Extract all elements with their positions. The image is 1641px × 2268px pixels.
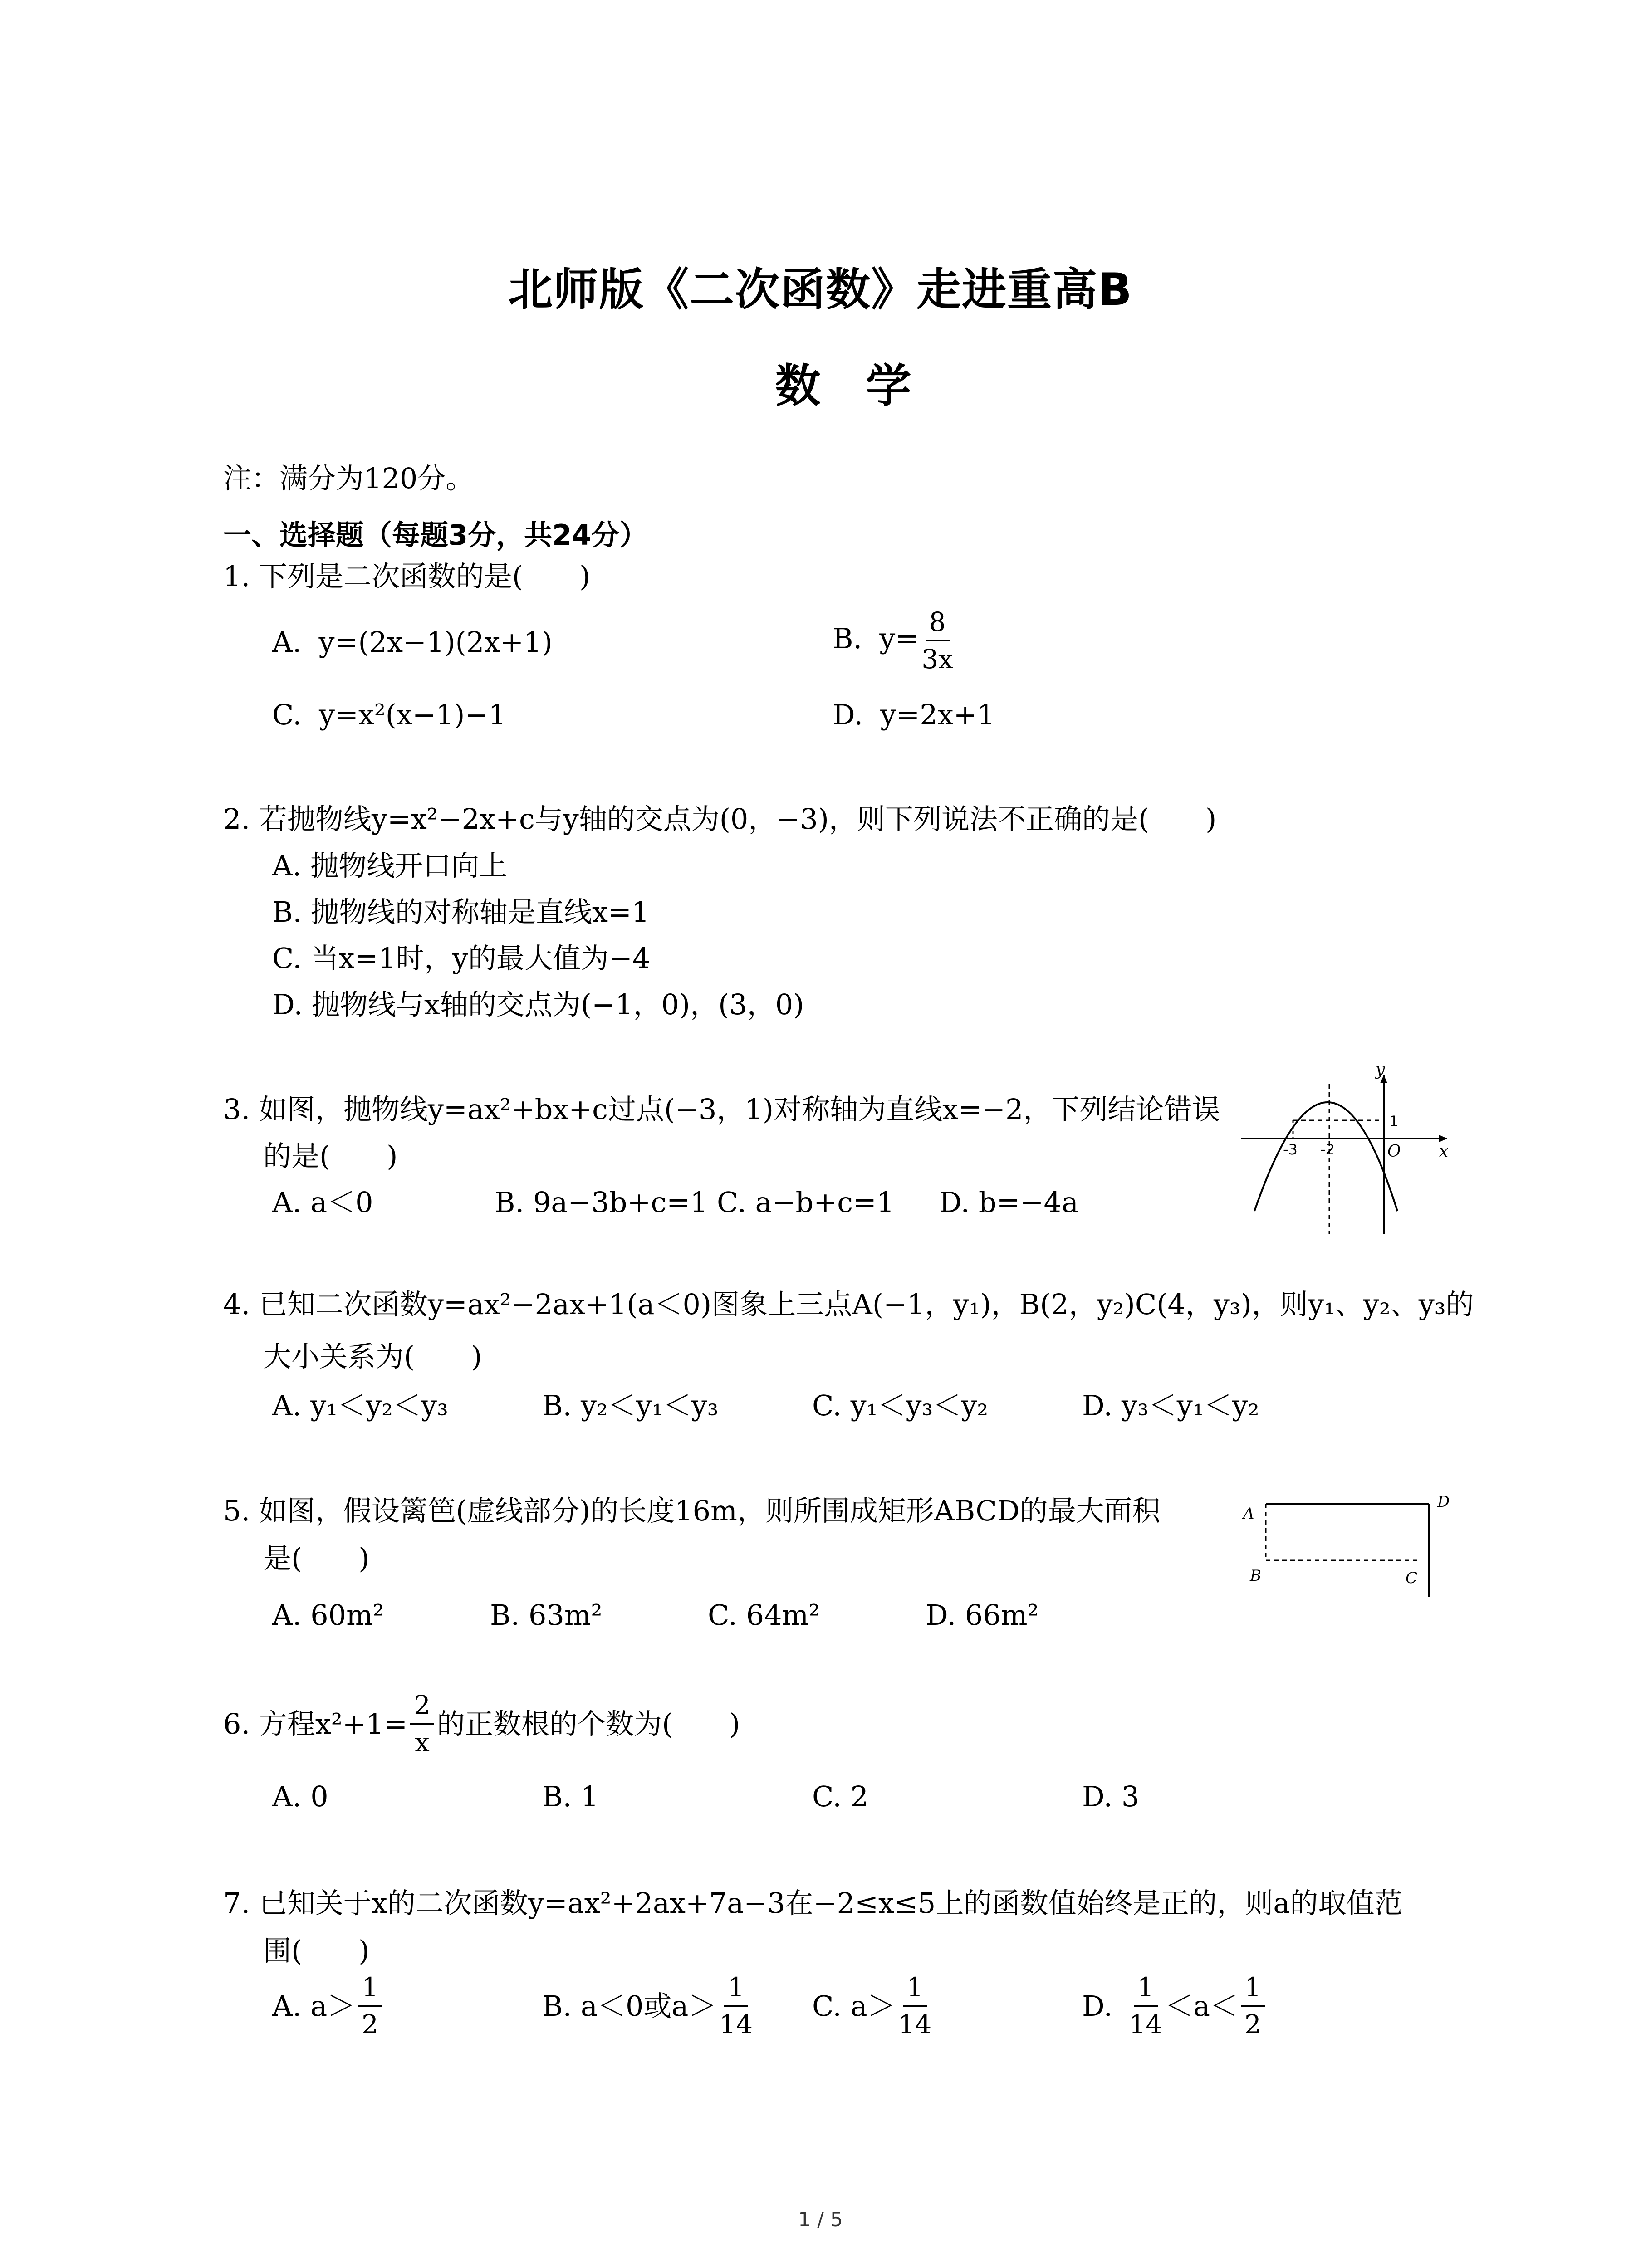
q2-option-a: A. 抛物线开口向上 bbox=[272, 849, 508, 882]
fraction bbox=[1241, 1973, 1265, 2039]
q7-option-c bbox=[812, 1973, 934, 2039]
fraction-denominator: 3x bbox=[921, 643, 953, 675]
tick-label-neg3: -3 bbox=[1283, 1141, 1298, 1158]
q6-option-c: C. 2 bbox=[812, 1780, 869, 1813]
option-label: C. bbox=[272, 698, 302, 731]
question-3-stem-line2: 的是( ) bbox=[263, 1139, 398, 1173]
x-axis-arrow bbox=[1439, 1135, 1447, 1142]
q1-option-c bbox=[272, 698, 506, 731]
fraction bbox=[898, 1973, 932, 2039]
fraction bbox=[921, 608, 953, 674]
question-2-stem: 2. 若抛物线y=x²−2x+c与y轴的交点为(0，−3)，则下列说法不正确的是( ) bbox=[223, 802, 1217, 836]
vertex-label-b: B bbox=[1250, 1567, 1261, 1585]
question-4-stem-line1: 4. 已知二次函数y=ax²−2ax+1(a＜0)图象上三点A(−1，y₁)，B(2，y₂)C(4，y₃)，则y₁、y₂、y₃的 bbox=[223, 1288, 1474, 1321]
q7-option-d bbox=[1082, 1973, 1268, 2039]
question-7-stem-line1: 7. 已知关于x的二次函数y=ax²+2ax+7a−3在−2≤x≤5上的函数值始终是正的，则a的取值范 bbox=[223, 1887, 1403, 1920]
subject-title: 数学 bbox=[775, 359, 957, 412]
fraction-numerator: 1 bbox=[1241, 1973, 1265, 2007]
option-label: D. bbox=[1082, 1989, 1113, 2023]
q6-option-a: A. 0 bbox=[272, 1780, 328, 1813]
fraction bbox=[1129, 1973, 1162, 2039]
q3-option-b: B. 9a−3b+c=1 bbox=[495, 1186, 708, 1219]
score-note: 注：满分为120分。 bbox=[223, 462, 474, 495]
fraction-denominator: x bbox=[415, 1726, 430, 1758]
parabola-figure bbox=[1234, 1066, 1456, 1238]
fraction-denominator: 14 bbox=[1129, 2009, 1163, 2040]
q5-option-b: B. 63m² bbox=[490, 1598, 603, 1632]
q2-option-d: D. 抛物线与x轴的交点为(−1，0)，(3，0) bbox=[272, 988, 804, 1021]
question-7-stem-line2: 围( ) bbox=[263, 1934, 370, 1967]
option-label: A. bbox=[272, 626, 302, 659]
q3-option-c: C. a−b+c=1 bbox=[717, 1186, 895, 1219]
fraction-denominator: 14 bbox=[898, 2009, 932, 2040]
q5-option-a: A. 60m² bbox=[272, 1598, 384, 1632]
tick-label-1: 1 bbox=[1389, 1113, 1399, 1130]
stem-text: 的正数根的个数为( ) bbox=[436, 1707, 740, 1740]
q3-option-a: A. a＜0 bbox=[272, 1186, 373, 1219]
vertex-label-a: A bbox=[1243, 1505, 1254, 1523]
option-text: y= bbox=[879, 621, 919, 655]
q4-option-c: C. y₁＜y₃＜y₂ bbox=[812, 1389, 989, 1422]
question-6-stem bbox=[223, 1691, 740, 1757]
fraction bbox=[719, 1973, 753, 2039]
q4-option-d: D. y₃＜y₁＜y₂ bbox=[1082, 1389, 1259, 1422]
q6-option-d: D. 3 bbox=[1082, 1780, 1140, 1813]
q4-option-b: B. y₂＜y₁＜y₃ bbox=[542, 1389, 719, 1422]
q7-option-b bbox=[542, 1973, 755, 2039]
fraction-denominator: 2 bbox=[1244, 2009, 1261, 2040]
question-5-stem-line1: 5. 如图，假设篱笆(虚线部分)的长度16m，则所围成矩形ABCD的最大面积 bbox=[223, 1494, 1161, 1527]
q1-option-a bbox=[272, 626, 553, 659]
stem-text: 6. 方程x²+1= bbox=[223, 1707, 408, 1740]
fraction-denominator: 14 bbox=[719, 2009, 753, 2040]
option-text: y=(2x−1)(2x+1) bbox=[318, 626, 553, 659]
question-3-stem-line1: 3. 如图，抛物线y=ax²+bx+c过点(−3，1)对称轴为直线x=−2，下列结论错误 bbox=[223, 1093, 1220, 1126]
vertex-label-c: C bbox=[1406, 1569, 1418, 1587]
document-title: 北师版《二次函数》走进重高B bbox=[508, 264, 1133, 316]
q5-option-d: D. 66m² bbox=[926, 1598, 1039, 1632]
question-5-stem-line2: 是( ) bbox=[263, 1542, 370, 1575]
q1-option-b bbox=[833, 608, 956, 674]
fraction-denominator: 2 bbox=[362, 2009, 379, 2040]
fraction-numerator: 8 bbox=[926, 608, 950, 641]
q7-option-a bbox=[272, 1973, 385, 2039]
option-text: ＜a＜ bbox=[1165, 1989, 1238, 2023]
option-text: y=2x+1 bbox=[880, 698, 995, 731]
fraction bbox=[358, 1973, 382, 2039]
q1-option-d bbox=[833, 698, 995, 731]
fraction-numerator: 1 bbox=[358, 1973, 382, 2007]
page-number: 1 / 5 bbox=[798, 2208, 843, 2231]
vertex-label-d: D bbox=[1437, 1493, 1450, 1511]
q6-option-b: B. 1 bbox=[542, 1780, 599, 1813]
option-label: B. bbox=[833, 621, 862, 655]
section-heading: 一、选择题（每题3分，共24分） bbox=[223, 518, 648, 552]
rectangle-fence-figure bbox=[1225, 1483, 1452, 1610]
q4-option-a: A. y₁＜y₂＜y₃ bbox=[272, 1389, 448, 1422]
fraction-numerator: 1 bbox=[724, 1973, 748, 2007]
x-axis-label: x bbox=[1439, 1142, 1449, 1161]
fraction-numerator: 2 bbox=[410, 1691, 434, 1725]
q2-option-c: C. 当x=1时，y的最大值为−4 bbox=[272, 942, 651, 975]
option-text: A. a＞ bbox=[272, 1989, 356, 2023]
q3-option-d: D. b=−4a bbox=[939, 1186, 1078, 1219]
fraction bbox=[410, 1691, 434, 1757]
option-text: B. a＜0或a＞ bbox=[542, 1989, 717, 2023]
question-4-stem-line2: 大小关系为( ) bbox=[263, 1340, 482, 1373]
question-1-stem: 1. 下列是二次函数的是( ) bbox=[223, 560, 591, 593]
option-text: C. a＞ bbox=[812, 1989, 896, 2023]
tick-label-neg2: -2 bbox=[1320, 1141, 1335, 1158]
fraction-numerator: 1 bbox=[903, 1973, 927, 2007]
option-label: D. bbox=[833, 698, 863, 731]
fraction-numerator: 1 bbox=[1134, 1973, 1158, 2007]
option-text: y=x²(x−1)−1 bbox=[318, 698, 506, 731]
origin-label: O bbox=[1387, 1142, 1401, 1161]
q2-option-b: B. 抛物线的对称轴是直线x=1 bbox=[272, 895, 650, 929]
y-axis-label: y bbox=[1376, 1066, 1385, 1079]
q5-option-c: C. 64m² bbox=[708, 1598, 820, 1632]
